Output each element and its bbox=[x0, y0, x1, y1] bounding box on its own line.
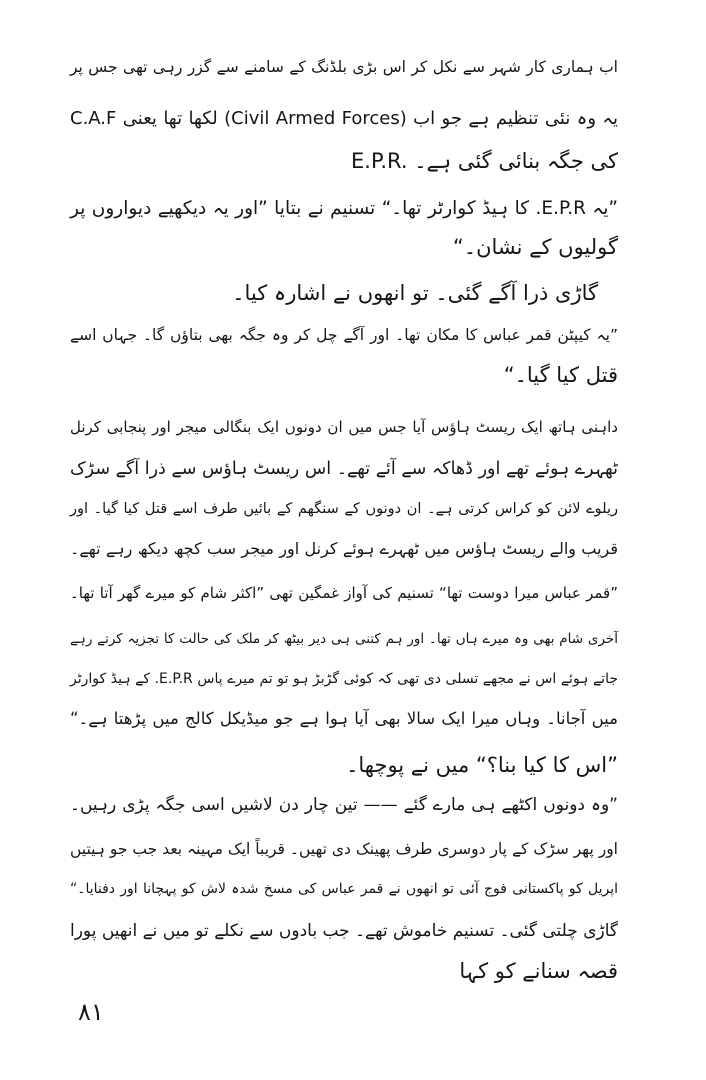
text-line-6: گاڑی ذرا آگے گئی۔ تو انھوں نے اشارہ کیا۔ bbox=[232, 281, 598, 305]
text-line-10: ٹھہرے ہوئے تھے اور ڈھاکہ سے آئے تھے۔ اس ریسٹ ہاؤس سے ذرا آگے سڑک bbox=[70, 459, 618, 479]
text-line-8: قتل کیا گیا۔“ bbox=[503, 363, 618, 387]
text-line-13: ”قمر عباس میرا دوست تھا“ تسنیم کی آواز غمگین تھی ”اکثر شام کو میرے گھر آتا تھا۔ bbox=[70, 584, 618, 602]
text-line-17: ”اس کا کیا بنا؟“ میں نے پوچھا۔ bbox=[346, 753, 618, 777]
text-line-11: ریلوے لائن کو کراس کرتی ہے۔ ان دونوں کے سنگھم کے بائیں طرف اسے قتل کیا گیا۔ اور bbox=[70, 501, 618, 517]
text-line-20: اپریل کو پاکستانی فوج آئی تو انھوں نے قمر عباس کی مسخ شدہ لاش کو پہچانا اور دفنایا۔“ bbox=[70, 881, 618, 897]
text-line-15: جاتے ہوئے اس نے مجھے تسلی دی تھی کہ کوئی گڑبڑ ہو تو تم میرے پاس E.P.R. کے ہیڈ کوارٹر bbox=[70, 671, 618, 687]
text-line-3: E.P.R. کی جگہ بنائی گئی ہے۔ bbox=[351, 149, 618, 173]
text-line-22: قصہ سنانے کو کہا bbox=[459, 959, 618, 983]
text-line-21: گاڑی چلتی گئی۔ تسنیم خاموش تھے۔ جب بادوں سے نکلے تو میں نے انھیں پورا bbox=[69, 921, 618, 941]
text-line-18: ”وہ دونوں اکٹھے ہی مارے گئے —— تین چار دن لاشیں اسی جگہ پڑی رہیں۔ bbox=[70, 795, 618, 815]
text-line-12: قریب والے ریسٹ ہاؤس میں ٹھہرے ہوئے کرنل اور میجر سب کچھ دیکھ رہے تھے۔ bbox=[70, 539, 618, 558]
text-line-5: گولیوں کے نشان۔“ bbox=[452, 235, 618, 259]
text-line-4: ”یہ E.P.R. کا ہیڈ کوارٹر تھا۔“ تسنیم نے بتایا ”اور یہ دیکھیے دیواروں پر bbox=[70, 198, 618, 219]
text-line-7: ”یہ کیپٹن قمر عباس کا مکان تھا۔ اور آگے چل کر وہ جگہ بھی بتاؤں گا۔ جہاں اسے bbox=[70, 326, 618, 344]
text-line-1: اب ہماری کار شہر سے نکل کر اس بڑی بلڈنگ کے سامنے سے گزر رہی تھی جس پر bbox=[70, 58, 618, 76]
page-number: ۸۱ bbox=[78, 998, 104, 1026]
text-line-16: میں آجانا۔ وہاں میرا ایک سالا بھی آیا ہوا ہے جو میڈیکل کالج میں پڑھتا ہے۔“ bbox=[70, 709, 618, 728]
text-line-9: داہنی ہاتھ ایک ریسٹ ہاؤس آیا جس میں ان دونوں ایک بنگالی میجر اور پنجابی کرنل bbox=[70, 418, 618, 436]
text-line-2: C.A.F لکھا تھا یعنی (Civil Armed Forces) یہ وہ نئی تنظیم ہے جو اب bbox=[70, 108, 618, 129]
text-line-14: آخری شام بھی وہ میرے ہاں تھا۔ اور ہم کتنی ہی دیر بیٹھ کر ملک کی حالت کا تجزیہ کرتے رہے bbox=[70, 631, 618, 647]
text-line-19: اور پھر سڑک کے پار دوسری طرف پھینک دی تھیں۔ قریباً ایک مہینہ بعد جب جو ہیتیں bbox=[70, 840, 618, 858]
